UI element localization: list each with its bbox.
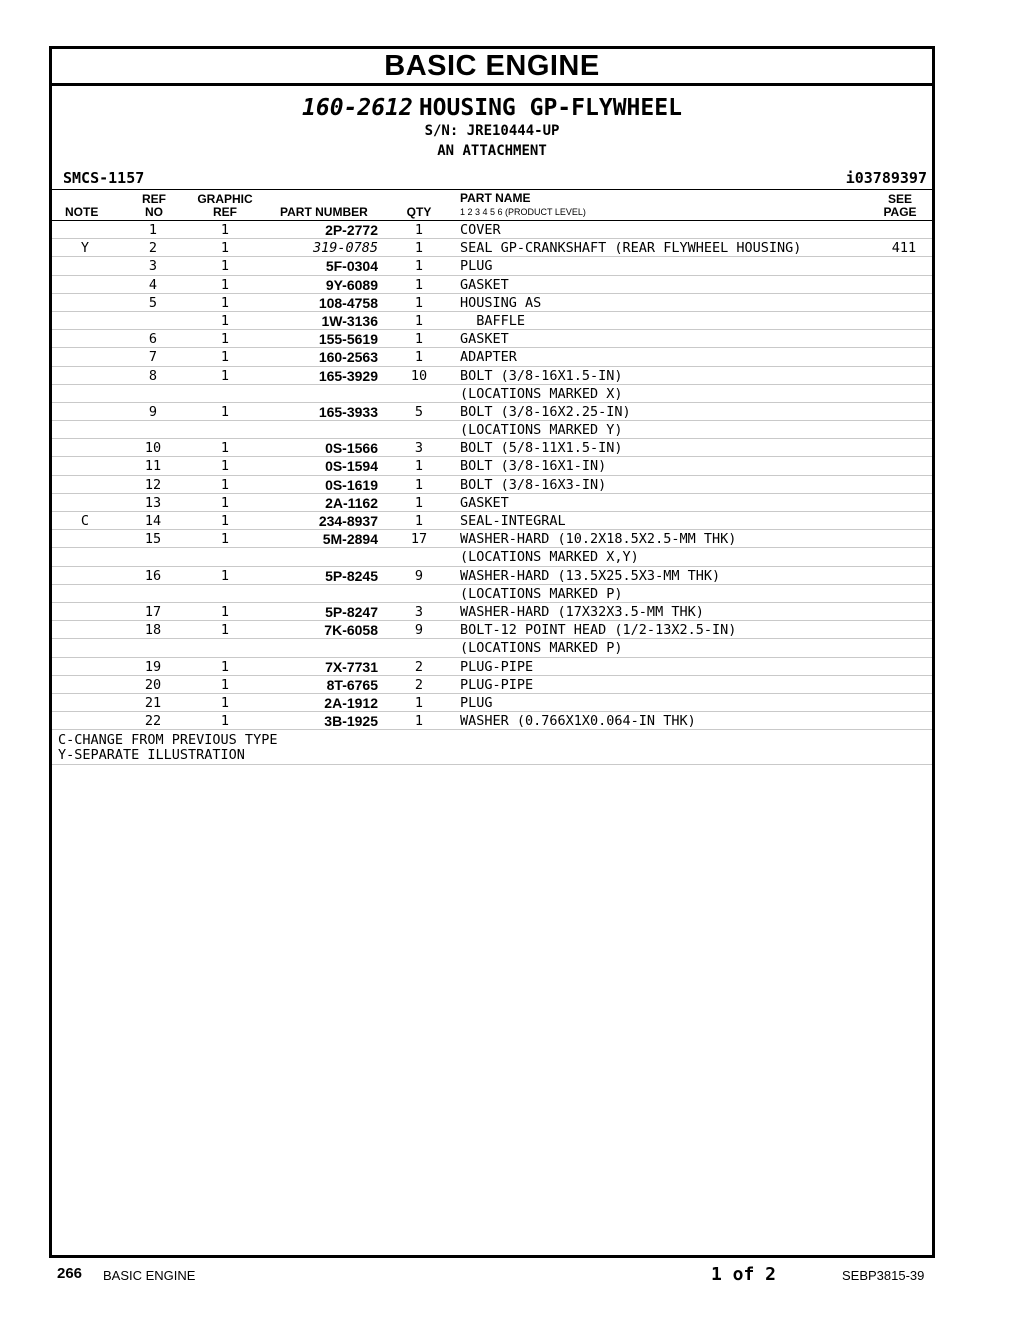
section-title: BASIC ENGINE <box>52 49 932 86</box>
table-row <box>52 421 932 439</box>
table-row <box>52 621 932 639</box>
graphic-ref-cell: 1 <box>220 458 230 475</box>
part-number-link[interactable]: 108-4758 <box>318 294 378 311</box>
graphic-ref-cell: 1 <box>220 567 230 584</box>
legend-line: Y-SEPARATE ILLUSTRATION <box>58 747 245 764</box>
graphic-ref-cell: 1 <box>220 349 230 366</box>
part-number-link[interactable]: 5F-0304 <box>325 258 378 275</box>
part-name-cell: (LOCATIONS MARKED X,Y) <box>460 549 639 566</box>
part-number-link[interactable]: 319-0785 <box>312 240 378 257</box>
table-row <box>52 221 932 239</box>
table-row <box>52 439 932 457</box>
graphic-ref-cell: 1 <box>220 531 230 548</box>
ref-number-cell: 22 <box>144 713 162 730</box>
part-name-cell: (LOCATIONS MARKED X) <box>460 385 623 402</box>
part-name-cell: BOLT (3/8-16X1.5-IN) <box>460 367 623 384</box>
header-ref-line1: REF <box>142 192 166 206</box>
qty-cell: 1 <box>414 476 424 493</box>
part-number-link[interactable]: 155-5619 <box>318 331 378 348</box>
qty-cell: 1 <box>414 258 424 275</box>
part-name-cell: (LOCATIONS MARKED Y) <box>460 422 623 439</box>
qty-cell: 1 <box>414 349 424 366</box>
qty-cell: 1 <box>414 713 424 730</box>
meta-row <box>52 167 932 189</box>
part-number-link[interactable]: 1W-3136 <box>321 312 378 329</box>
graphic-ref-cell: 1 <box>220 513 230 529</box>
part-name-cell: WASHER-HARD (17X32X3.5-MM THK) <box>460 603 704 620</box>
table-row <box>52 712 932 730</box>
qty-cell: 1 <box>414 294 424 311</box>
qty-cell: 9 <box>414 567 424 584</box>
part-number-link[interactable]: 0S-1619 <box>325 476 378 493</box>
part-number-link[interactable]: 7K-6058 <box>324 622 378 639</box>
graphic-ref-cell: 1 <box>220 367 230 384</box>
graphic-ref-cell: 1 <box>220 713 230 730</box>
ref-number-cell: 20 <box>144 676 162 693</box>
qty-cell: 1 <box>414 276 424 293</box>
part-number-link[interactable]: 9Y-6089 <box>325 276 378 293</box>
qty-cell: 1 <box>414 494 424 511</box>
ref-number-cell: 16 <box>144 567 162 584</box>
ref-number-cell: 4 <box>148 276 158 293</box>
qty-cell: 1 <box>414 240 424 257</box>
part-name-cell: PLUG-PIPE <box>460 658 534 675</box>
ref-number-cell: 1 <box>148 222 158 238</box>
header-graphic-line1: GRAPHIC <box>197 192 253 206</box>
part-number-link[interactable]: 5P-8245 <box>325 567 378 584</box>
table-row <box>52 348 932 366</box>
header-note: NOTE <box>65 205 99 219</box>
graphic-ref-cell: 1 <box>220 440 230 457</box>
qty-cell: 1 <box>414 222 424 238</box>
header-see-line1: SEE <box>887 192 912 206</box>
graphic-ref-cell: 1 <box>220 222 230 238</box>
table-row <box>52 639 932 657</box>
table-row <box>52 330 932 348</box>
part-number-link[interactable]: 2A-1912 <box>324 694 378 711</box>
ref-number-cell: 15 <box>144 531 162 548</box>
part-name-cell: BOLT (5/8-11X1.5-IN) <box>460 440 623 457</box>
part-number-link[interactable]: 165-3933 <box>318 403 378 420</box>
table-row <box>52 585 932 603</box>
ref-number-cell: 11 <box>144 458 162 475</box>
qty-cell: 10 <box>410 367 428 384</box>
smcs-code: SMCS-1157 <box>63 169 145 187</box>
graphic-ref-cell: 1 <box>220 331 230 348</box>
part-name-cell: WASHER (0.766X1X0.064-IN THK) <box>460 713 696 730</box>
part-name-cell: (LOCATIONS MARKED P) <box>460 640 623 657</box>
part-number-link[interactable]: 2A-1162 <box>325 494 378 511</box>
header-product-level: 1 2 3 4 5 6 (PRODUCT LEVEL) <box>460 207 586 217</box>
part-number-link[interactable]: 160-2563 <box>318 349 378 366</box>
qty-cell: 9 <box>414 622 424 639</box>
page-number: 266 <box>57 1265 83 1282</box>
graphic-ref-cell: 1 <box>220 694 230 711</box>
part-number-link[interactable]: 0S-1566 <box>325 440 378 457</box>
header-see-line2: PAGE <box>883 205 917 219</box>
table-row <box>52 476 932 494</box>
qty-cell: 5 <box>414 403 424 420</box>
note-cell: Y <box>80 240 90 257</box>
table-row <box>52 312 932 330</box>
table-row <box>52 257 932 275</box>
part-number-link[interactable]: 0S-1594 <box>325 458 378 475</box>
part-name-cell: PLUG <box>460 258 493 275</box>
qty-cell: 17 <box>410 531 428 548</box>
part-name-cell: BOLT (3/8-16X1-IN) <box>460 458 607 475</box>
table-row <box>52 294 932 312</box>
header-graphic-line2: REF <box>213 205 237 219</box>
group-title <box>52 95 932 121</box>
ref-number-cell: 6 <box>148 331 158 348</box>
part-name-cell: COVER <box>460 222 501 238</box>
qty-cell: 1 <box>414 458 424 475</box>
table-row <box>52 530 932 548</box>
part-number-link[interactable]: 3B-1925 <box>324 713 378 730</box>
group-number[interactable]: 160-2612 <box>302 95 413 121</box>
ref-number-cell: 7 <box>148 349 158 366</box>
qty-cell: 3 <box>414 603 424 620</box>
table-row <box>52 494 932 512</box>
graphic-ref-cell: 1 <box>220 676 230 693</box>
part-name-cell: BOLT-12 POINT HEAD (1/2-13X2.5-IN) <box>460 622 737 639</box>
table-row <box>52 385 932 403</box>
qty-cell: 2 <box>414 676 424 693</box>
qty-cell: 1 <box>414 331 424 348</box>
ref-number-cell: 13 <box>144 494 162 511</box>
part-number-link[interactable]: 7X-7731 <box>325 658 378 675</box>
part-number-link[interactable]: 5M-2894 <box>322 531 378 548</box>
part-name-cell: BOLT (3/8-16X3-IN) <box>460 476 607 493</box>
ref-number-cell: 8 <box>148 367 158 384</box>
graphic-ref-cell: 1 <box>220 258 230 275</box>
table-row <box>52 367 932 385</box>
serial-number-range: S/N: JRE10444-UP <box>424 123 560 139</box>
graphic-ref-cell: 1 <box>220 603 230 620</box>
part-name-cell: WASHER-HARD (13.5X25.5X3-MM THK) <box>460 567 721 584</box>
table-row <box>52 457 932 475</box>
ref-number-cell: 12 <box>144 476 162 493</box>
ref-number-cell: 5 <box>148 294 158 311</box>
table-row <box>52 658 932 676</box>
qty-cell: 2 <box>414 658 424 675</box>
part-number-link[interactable]: 5P-8247 <box>325 603 378 620</box>
header-qty: QTY <box>406 205 432 219</box>
illustration-id: i03789397 <box>845 169 927 187</box>
page-footer <box>0 1262 1020 1288</box>
ref-number-cell: 2 <box>148 240 158 257</box>
ref-number-cell: 18 <box>144 622 162 639</box>
graphic-ref-cell: 1 <box>220 403 230 420</box>
graphic-ref-cell: 1 <box>220 294 230 311</box>
graphic-ref-cell: 1 <box>220 476 230 493</box>
qty-cell: 3 <box>414 440 424 457</box>
ref-number-cell: 3 <box>148 258 158 275</box>
legend-line: C-CHANGE FROM PREVIOUS TYPE <box>58 732 278 749</box>
table-row <box>52 512 932 530</box>
graphic-ref-cell: 1 <box>220 240 230 257</box>
qty-cell: 1 <box>414 694 424 711</box>
header-part-name: PART NAME <box>460 191 531 205</box>
header-part-number: PART NUMBER <box>280 205 368 219</box>
ref-number-cell: 17 <box>144 603 162 620</box>
table-row <box>52 403 932 421</box>
ref-number-cell: 21 <box>144 694 162 711</box>
table-row <box>52 239 932 257</box>
graphic-ref-cell: 1 <box>220 622 230 639</box>
part-name-cell: BAFFLE <box>460 312 526 329</box>
notes-legend <box>52 730 932 765</box>
ref-number-cell: 9 <box>148 403 158 420</box>
ref-number-cell: 19 <box>144 658 162 675</box>
document-id: SEBP3815-39 <box>842 1268 925 1283</box>
part-number-link[interactable]: 165-3929 <box>318 367 378 384</box>
part-name-cell: BOLT (3/8-16X2.25-IN) <box>460 403 631 420</box>
page-of-indicator: 1 of 2 <box>711 1264 777 1285</box>
part-name-cell: HOUSING AS <box>460 294 542 311</box>
part-name-cell: SEAL GP-CRANKSHAFT (REAR FLYWHEEL HOUSING) <box>460 240 802 257</box>
table-header <box>52 189 932 221</box>
graphic-ref-cell: 1 <box>220 276 230 293</box>
table-row <box>52 276 932 294</box>
part-number-link[interactable]: 2P-2772 <box>325 222 378 238</box>
table-row <box>52 603 932 621</box>
part-name-cell: WASHER-HARD (10.2X18.5X2.5-MM THK) <box>460 531 737 548</box>
parts-list <box>52 221 932 730</box>
part-name-cell: GASKET <box>460 494 509 511</box>
ref-number-cell: 10 <box>144 440 162 457</box>
group-name: HOUSING GP-FLYWHEEL <box>418 95 682 121</box>
part-name-cell: PLUG-PIPE <box>460 676 534 693</box>
part-name-cell: (LOCATIONS MARKED P) <box>460 585 623 602</box>
part-name-cell: PLUG <box>460 694 493 711</box>
ref-number-cell: 14 <box>144 513 162 529</box>
table-row <box>52 676 932 694</box>
part-name-cell: SEAL-INTEGRAL <box>460 513 566 529</box>
graphic-ref-cell: 1 <box>220 658 230 675</box>
qty-cell: 1 <box>414 513 424 529</box>
qty-cell: 1 <box>414 312 424 329</box>
parts-page-frame <box>49 46 935 1258</box>
see-page-link[interactable]: 411 <box>891 240 917 257</box>
graphic-ref-cell: 1 <box>220 312 230 329</box>
part-name-cell: GASKET <box>460 331 509 348</box>
part-number-link[interactable]: 234-8937 <box>318 513 378 529</box>
table-row <box>52 694 932 712</box>
part-name-cell: ADAPTER <box>460 349 517 366</box>
graphic-ref-cell: 1 <box>220 494 230 511</box>
footer-section: BASIC ENGINE <box>103 1268 196 1283</box>
note-cell: C <box>80 513 90 529</box>
table-row <box>52 567 932 585</box>
part-number-link[interactable]: 8T-6765 <box>326 676 378 693</box>
group-type: AN ATTACHMENT <box>437 143 547 159</box>
part-name-cell: GASKET <box>460 276 509 293</box>
table-row <box>52 548 932 566</box>
header-ref-line2: NO <box>145 205 163 219</box>
